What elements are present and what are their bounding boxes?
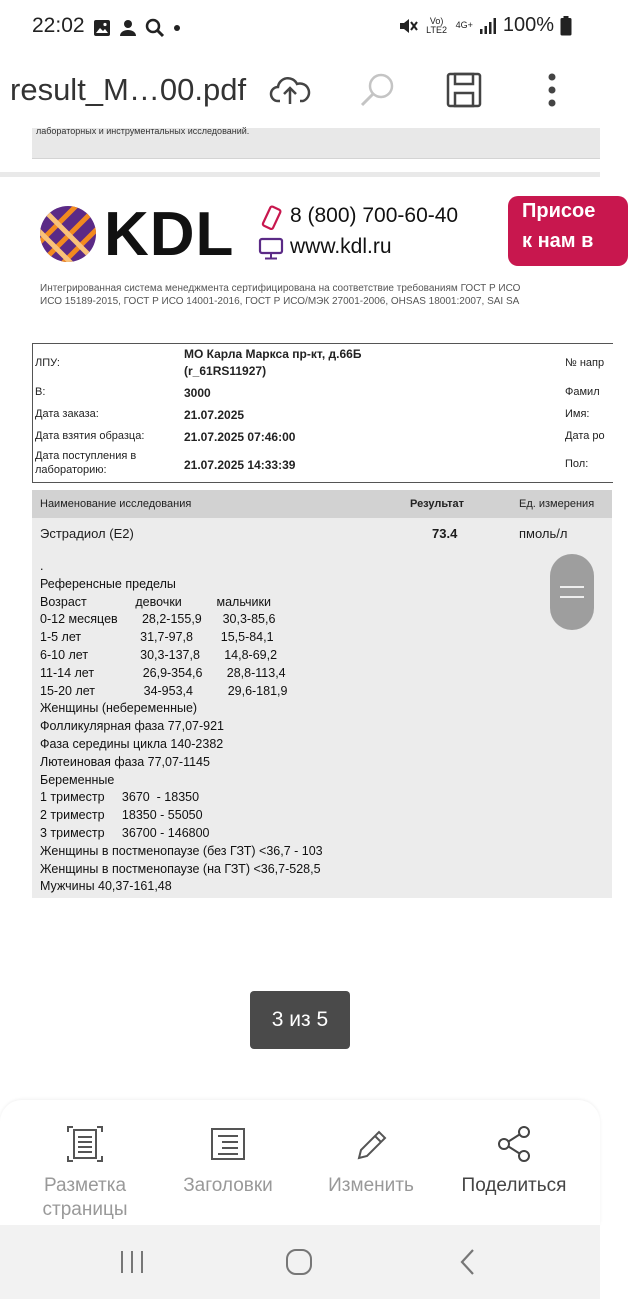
fast-scroll-handle[interactable] [550, 554, 594, 630]
cert-line-2: ИСО 15189-2015, ГОСТ Р ИСО 14001-2016, ГОСТ Р ИСО/МЭК 27001-2006, OHSAS 18001:2007, SAI SA [40, 296, 520, 307]
page-layout-button[interactable] [25, 1124, 145, 1222]
more-options-button[interactable] [530, 68, 574, 112]
dot-icon [173, 24, 181, 32]
patient-info-table [32, 343, 613, 483]
share-button[interactable] [454, 1124, 574, 1198]
kdl-logo-icon [38, 204, 98, 264]
info-right-label: Фамил [565, 386, 600, 398]
info-right-label: Пол: [565, 458, 589, 470]
info-right-label: Дата ро [565, 430, 605, 442]
network-gen-label: 4G+ [455, 20, 473, 30]
col-result-header: Результат [410, 498, 465, 510]
page-separator [0, 172, 600, 177]
page-indicator: 3 из 5 [250, 991, 350, 1049]
recent-apps-button[interactable] [118, 1249, 146, 1275]
cloud-upload-icon [269, 73, 311, 107]
phone-number: 8 (800) 700-60-40 [290, 204, 459, 227]
info-label: Дата взятия образца: [35, 430, 145, 442]
test-result: 73.4 [432, 526, 458, 541]
volte-label: Vo) LTE2 [426, 15, 447, 35]
edit-button[interactable] [311, 1124, 431, 1198]
kdl-logo-text: KDL [104, 200, 235, 269]
status-notification-icons [93, 16, 181, 40]
bottom-action-bar [0, 1100, 600, 1225]
promo-banner [508, 196, 628, 266]
info-value-2: (r_61RS11927) [184, 364, 267, 378]
certification-text [40, 282, 520, 308]
floppy-disk-icon [446, 72, 482, 108]
col-unit-header: Ед. измерения [519, 498, 595, 510]
monitor-icon [259, 238, 283, 260]
website-link: www.kdl.ru [290, 235, 392, 258]
mute-icon [398, 16, 418, 36]
page-layout-icon [65, 1124, 105, 1164]
battery-percent: 100% [502, 14, 554, 36]
headings-label: Заголовки [183, 1175, 273, 1196]
reference-ranges: . Референсные пределы Возраст девочки мальчики 0-12 месяцев 28,2-155,9 30,3-85,6 1-5 лет 31,7-97,8 15,5-84,1 6-10 лет 30,3-137,8 14,8-69,2 11-14 лет 26,9-354,6 28,8-113,4 15-20 лет 34-953,4 29,6-181,9 Женщины (небеременные) Фолликулярная фаза 77,07-921 Фаза середины цикла 140-2382 Лютеиновая фаза 77,07-1145 Беременные 1 триместр 3670 - 18350 2 триместр 18350 - 55050 3 триместр 36700 - 146800 Женщины в постменопаузе (без ГЗТ) <36,7 - 103 Женщины в постменопаузе (на ГЗТ) <36,7-528,5 Мужчины 40,37-161,48 [40, 559, 323, 894]
handle-line [560, 596, 584, 598]
info-label: В: [35, 386, 46, 398]
status-time: 22:02 [32, 14, 85, 37]
battery-icon [560, 16, 572, 36]
more-vert-icon [547, 72, 557, 108]
headings-icon [208, 1124, 248, 1164]
col-name-header: Наименование исследования [40, 498, 192, 510]
edit-label: Изменить [328, 1175, 414, 1196]
signal-icon [479, 17, 497, 35]
info-right-label: Имя: [565, 408, 590, 420]
back-button[interactable] [458, 1248, 478, 1276]
handle-line [560, 586, 584, 588]
promo-line-1: Присое [522, 200, 596, 222]
test-unit: пмоль/л [519, 526, 568, 541]
info-value: 21.07.2025 07:46:00 [184, 430, 296, 444]
headings-button[interactable] [168, 1124, 288, 1198]
info-label-2: лабораторию: [35, 464, 107, 476]
pdf-viewer[interactable] [0, 126, 605, 1100]
info-value: МО Карла Маркса пр-кт, д.66Б [184, 347, 362, 361]
magnifier-icon [358, 71, 396, 109]
results-header [32, 490, 612, 518]
person-icon [119, 19, 137, 37]
home-button[interactable] [285, 1248, 313, 1276]
info-label: ЛПУ: [35, 357, 60, 369]
app-bar [0, 56, 600, 128]
promo-line-2: к нам в [522, 230, 594, 252]
save-button[interactable] [442, 68, 486, 112]
gallery-icon [93, 19, 111, 37]
previous-page-fragment [32, 128, 600, 159]
info-label: Дата поступления в [35, 450, 137, 462]
previous-page-text: лабораторных и инструментальных исследований. [36, 126, 250, 136]
status-system-icons [398, 14, 572, 37]
search-icon [145, 18, 165, 38]
test-name: Эстрадиол (E2) [40, 526, 134, 541]
pencil-icon [351, 1124, 391, 1164]
cert-line-1: Интегрированная система менеджмента сертифицирована на соответствие требованиям ГОСТ Р ИСО [40, 283, 521, 294]
cloud-upload-button[interactable] [268, 68, 312, 112]
info-value: 21.07.2025 14:33:39 [184, 458, 296, 472]
share-label: Поделиться [461, 1175, 567, 1196]
results-section [32, 490, 612, 898]
status-bar [0, 0, 600, 56]
page-layout-label: Разметка страницы [42, 1175, 128, 1220]
document-title: result_M…00.pdf [10, 72, 247, 107]
info-value: 3000 [184, 386, 211, 400]
info-label: Дата заказа: [35, 408, 99, 420]
system-nav-bar [0, 1225, 600, 1299]
phone-icon [260, 206, 282, 230]
info-right-label: № напр [565, 357, 605, 369]
share-icon [494, 1124, 534, 1164]
search-button[interactable] [355, 68, 399, 112]
info-value: 21.07.2025 [184, 408, 245, 422]
